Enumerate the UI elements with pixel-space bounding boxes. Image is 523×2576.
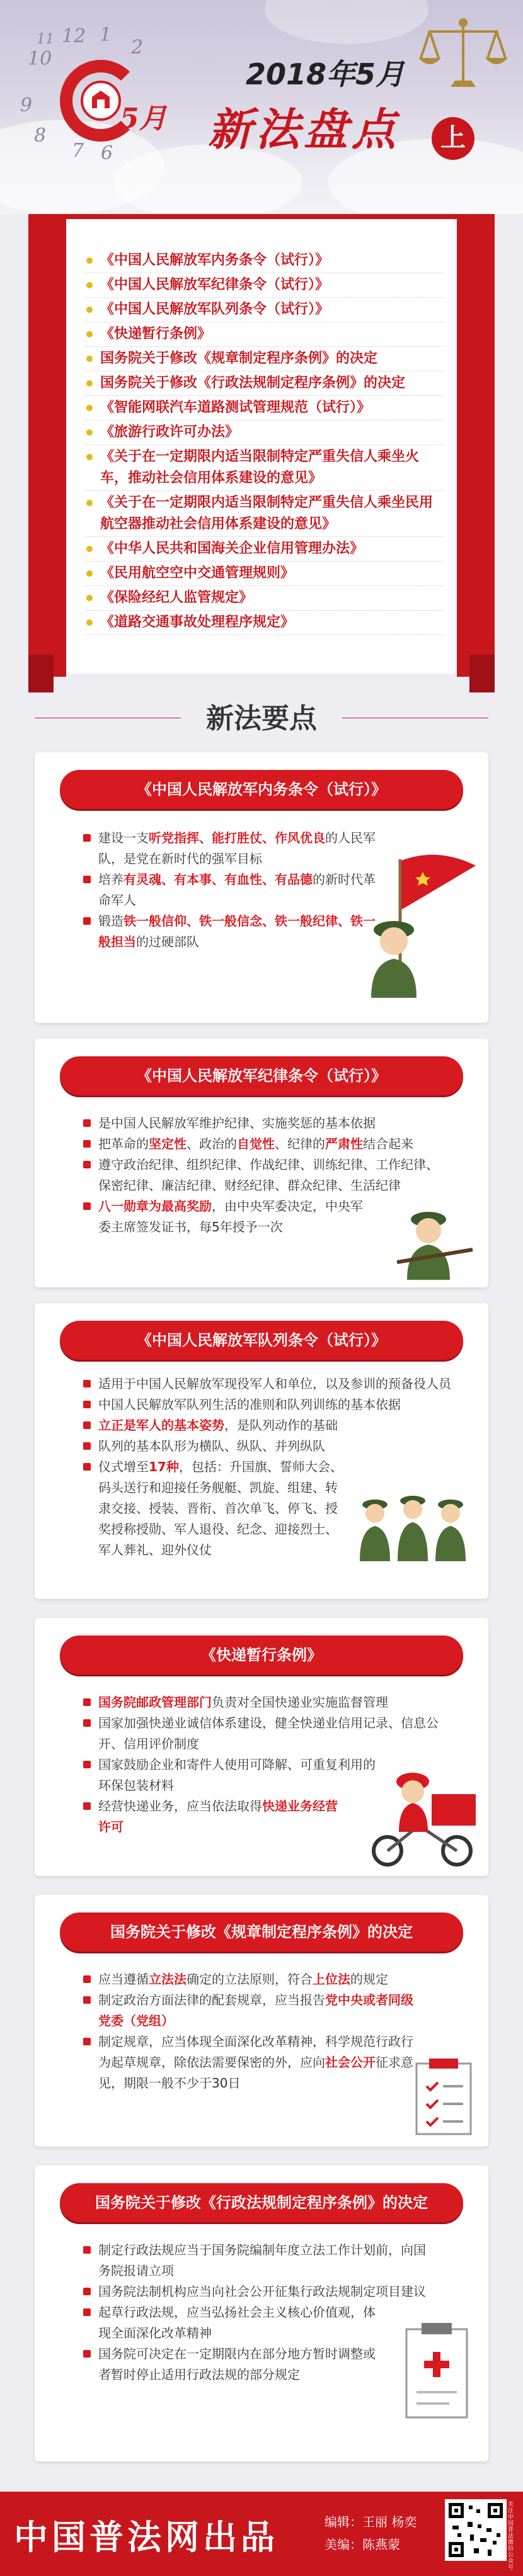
toc-item: 《关于在一定期限内适当限制特定严重失信人乘坐民用航空器推动社会信用体系建设的意见》 (85, 491, 444, 537)
list-item: 制定政治方面法律的配套规章，应当报告党中央或者同级党委（党组） (82, 1990, 422, 2031)
list-item: 是中国人民解放军维护纪律、实施奖惩的基本依据 (82, 1113, 447, 1134)
list-item: 培养有灵魂、有本事、有血性、有品德的新时代革命军人 (82, 869, 378, 911)
card-title: 《中国人民解放军内务条令（试行）》 (60, 770, 463, 809)
document-checklist-icon (413, 2059, 482, 2140)
list-item: 把革命的坚定性、政治的自觉性、纪律的严肃性结合起来 (82, 1134, 447, 1155)
ribbon-fold (28, 655, 54, 692)
toc-item: 《道路交通事故处理程序规定》 (85, 611, 444, 635)
card-express-delivery (35, 1618, 488, 1876)
law-emblem-icon (81, 81, 121, 121)
cloud-decoration (265, 0, 428, 44)
part-badge: 上 (432, 117, 474, 160)
list-item: 制定行政法规应当于国务院编制年度立法工作计划前，向国务院报请立项 (82, 2240, 435, 2281)
toc-list (85, 249, 444, 635)
soldier-rifle-icon (384, 1206, 479, 1281)
list-item: 国家加强快递业诚信体系建设，健全快递业信用记录、信息公开、信用评价制度 (82, 1713, 447, 1754)
list-item: 国务院邮政管理部门负责对全国快递业实施监督管理 (82, 1692, 447, 1713)
list-item: 队列的基本队形为横队、纵队、并列纵队 (82, 1436, 460, 1457)
list-item: 国务院法制机构应当向社会公开征集行政法规制定项目建议 (82, 2281, 435, 2302)
list-item: 仪式增至17种，包括：升国旗、誓师大会、码头送行和迎接任务舰艇、凯旋、组建、转隶交接、授装、晋衔、首次单飞、停飞、授奖授称授勋、军人退役、纪念、迎接烈士、军人葬礼、迎外仪仗 (82, 1457, 347, 1561)
toc-item: 《中国人民解放军纪律条令（试行）》 (85, 273, 444, 298)
clock-number: 12 (62, 25, 86, 47)
card-title: 《中国人民解放军纪律条令（试行）》 (60, 1056, 463, 1095)
ribbon-fold (469, 655, 495, 692)
footer-brand: 中国普法网出品 (14, 2517, 279, 2557)
list-item: 适用于中国人民解放军现役军人和单位，以及参训的预备役人员 (82, 1374, 460, 1394)
qr-code-icon[interactable] (445, 2499, 507, 2561)
toc-item: 《民用航空空中交通管理规则》 (85, 562, 444, 586)
list-item: 制定规章，应当体现全面深化改革精神，科学规范行政行为起草规章，除依法需要保密的外，应向社会公开征求意见，期限一般不少于30日 (82, 2031, 422, 2094)
card-list (82, 1969, 422, 2094)
toc-item: 《中华人民共和国海关企业信用管理办法》 (85, 537, 444, 562)
header-banner (0, 0, 523, 214)
clock-number: 9 (20, 94, 33, 116)
toc-item: 《保险经纪人监管规定》 (85, 586, 444, 611)
card-list (82, 2240, 435, 2385)
list-item: 锻造铁一般信仰、铁一般信念、铁一般纪律、铁一般担当的过硬部队 (82, 911, 378, 952)
toc-item: 《旅游行政许可办法》 (85, 421, 444, 445)
footer-editor: 编辑：王丽 杨奕 (325, 2514, 417, 2529)
toc-item: 国务院关于修改《行政法规制定程序条例》的决定 (85, 371, 444, 396)
list-item: 经营快递业务，应当依法取得快递业务经营许可 (82, 1796, 347, 1838)
section-title (0, 696, 523, 736)
toc-item: 国务院关于修改《规章制定程序条例》的决定 (85, 347, 444, 371)
card-administrative-regulations (35, 2166, 488, 2461)
card-discipline (35, 1039, 488, 1287)
footer-designer: 美编：陈燕蒙 (325, 2537, 400, 2552)
medical-document-icon (400, 2317, 482, 2424)
justice-scale-icon (416, 13, 510, 101)
toc-red-side-left (28, 214, 66, 677)
clock-number: 7 (72, 140, 84, 162)
list-item: 国家鼓励企业和寄件人使用可降解、可重复利用的环保包装材料 (82, 1754, 378, 1796)
toc-red-side-right (457, 214, 495, 677)
card-rules-regulation (35, 1895, 488, 2147)
list-item: 八一勋章为最高奖励，由中央军委决定，中央军委主席签发证书，每5年授予一次 (82, 1196, 365, 1238)
section-title-text: 新法要点 (181, 696, 342, 736)
qr-caption: 关注中国普法微信公众号 (508, 2502, 514, 2571)
card-title: 国务院关于修改《行政法规制定程序条例》的决定 (60, 2183, 463, 2222)
clock-number: 2 (131, 37, 144, 59)
toc-item: 《智能网联汽车道路测试管理规范（试行）》 (85, 396, 444, 421)
soldier-flag-icon (362, 847, 482, 1004)
card-title: 《中国人民解放军队列条令（试行）》 (60, 1321, 463, 1360)
courier-bike-icon (362, 1763, 482, 1870)
toc-item: 《关于在一定期限内适当限制特定严重失信人乘坐火车，推动社会信用体系建设的意见》 (85, 445, 444, 491)
toc-item: 《中国人民解放军内务条令（试行）》 (85, 249, 444, 273)
soldiers-formation-icon (350, 1479, 476, 1574)
clock-number: 1 (100, 24, 112, 46)
month-badge: 5月 (120, 103, 167, 135)
page-title: 新法盘点 (208, 104, 399, 155)
clock-number: 8 (34, 125, 47, 147)
card-internal-affairs (35, 752, 488, 1023)
list-item: 遵守政治纪律、组织纪律、作战纪律、训练纪律、工作纪律、保密纪律、廉洁纪律、财经纪律、群众纪律、生活纪律 (82, 1155, 447, 1196)
clock-number: 11 (37, 31, 54, 47)
list-item: 立正是军人的基本姿势，是队列动作的基础 (82, 1415, 460, 1436)
list-item: 应当遵循立法法确定的立法原则，符合上位法的规定 (82, 1969, 422, 1990)
list-item: 建设一支听党指挥、能打胜仗、作风优良的人民军队，是党在新时代的强军目标 (82, 828, 378, 869)
clock-number: 6 (101, 142, 113, 164)
card-title: 《快递暂行条例》 (60, 1635, 463, 1675)
footer (0, 2492, 523, 2576)
card-list (82, 828, 378, 952)
card-title: 国务院关于修改《规章制定程序条例》的决定 (60, 1912, 463, 1952)
list-item: 起草行政法规，应当弘扬社会主义核心价值观，体现全面深化改革精神 (82, 2302, 384, 2344)
toc-item: 《快递暂行条例》 (85, 322, 444, 347)
clock-number: 10 (28, 48, 52, 70)
card-formation (35, 1303, 488, 1599)
list-item: 中国人民解放军队列生活的准则和队列训练的基本依据 (82, 1394, 460, 1415)
year-month: 2018年5月 (246, 57, 405, 91)
list-item: 国务院可决定在一定期限内在部分地方暂时调整或者暂时停止适用行政法规的部分规定 (82, 2344, 378, 2385)
toc-item: 《中国人民解放军队列条令（试行）》 (85, 298, 444, 322)
